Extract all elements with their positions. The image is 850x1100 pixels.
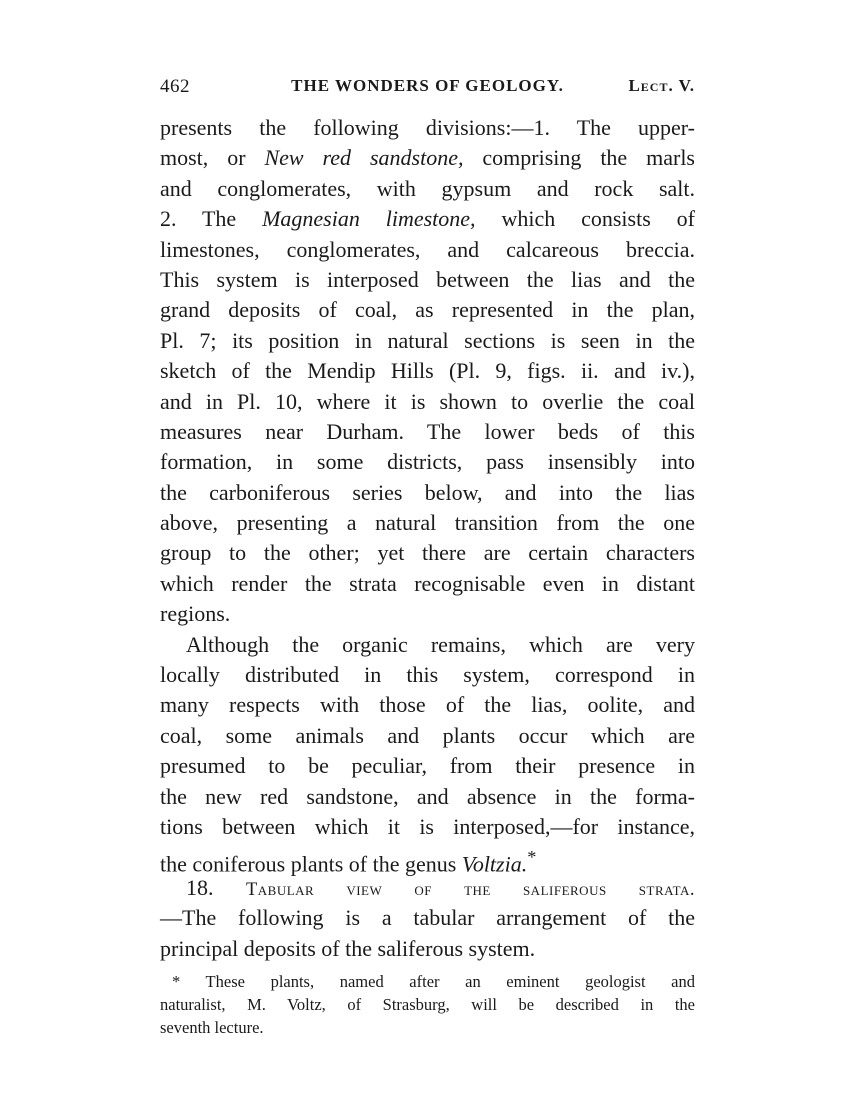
text-line: group to the other; yet there are certain characters: [160, 540, 695, 566]
text-line: Pl. 7; its position in natural sections is seen in the: [160, 327, 695, 353]
text-line: —The following is a tabular arrangement of the: [160, 905, 695, 931]
text-line: and conglomerates, with gypsum and rock salt.: [160, 175, 695, 201]
text-line: many respects with those of the lias, oolite, and: [160, 692, 695, 718]
text-line: formation, in some districts, pass insensibly into: [160, 449, 695, 475]
text-line: tions between which it is interposed,—for instance,: [160, 813, 695, 839]
section-heading: Tabular view of the saliferous strata.: [245, 879, 695, 900]
text-line: regions.: [160, 601, 231, 627]
running-title: THE WONDERS OF GEOLOGY.: [291, 76, 564, 95]
section-heading-line: 18. Tabular view of the saliferous strata.: [186, 874, 695, 900]
text-line: limestones, conglomerates, and calcareous breccia.: [160, 236, 695, 262]
body-text: [160, 113, 695, 964]
text-line: presents the following divisions:—1. The upper-: [160, 115, 695, 140]
italic-term: Magnesian limestone,: [262, 206, 476, 232]
italic-term: New red sandstone,: [264, 145, 464, 171]
text-line: 2. The Magnesian limestone, which consists of: [160, 206, 695, 232]
footnote-line: * These plants, named after an eminent geologist and: [172, 972, 695, 991]
text-line: above, presenting a natural transition from the one: [160, 510, 695, 536]
footnote-line: seventh lecture.: [160, 1018, 264, 1037]
text-line: locally distributed in this system, correspond in: [160, 662, 695, 688]
page-number: 462: [160, 76, 190, 97]
italic-term: Voltzia.: [461, 851, 528, 877]
text-line: coal, some animals and plants occur which are: [160, 722, 695, 748]
text-line: sketch of the Mendip Hills (Pl. 9, figs. ii. and iv.),: [160, 358, 695, 384]
text-line: the carboniferous series below, and into the lias: [160, 479, 695, 505]
text-line: grand deposits of coal, as represented in the plan,: [160, 297, 695, 323]
footnote-line: naturalist, M. Voltz, of Strasburg, will be described in the: [160, 995, 695, 1014]
text-line: This system is interposed between the lias and the: [160, 266, 695, 292]
text-line: which render the strata recognisable even in distant: [160, 570, 695, 596]
text-line: principal deposits of the saliferous system.: [160, 935, 536, 961]
text-line: presumed to be peculiar, from their presence in: [160, 753, 695, 779]
text-line: and in Pl. 10, where it is shown to overlie the coal: [160, 388, 695, 414]
text-line: measures near Durham. The lower beds of this: [160, 418, 695, 444]
footnote-marker: *: [527, 847, 537, 868]
text-line: Although the organic remains, which are very: [186, 631, 695, 657]
text-line: most, or New red sandstone, comprising the marls: [160, 145, 695, 171]
footnote: [160, 970, 695, 1039]
text-line: the new red sandstone, and absence in the forma-: [160, 783, 695, 809]
text-line: the coniferous plants of the genus Voltzia.*: [160, 847, 537, 877]
lecture-number: Lect. V.: [628, 76, 695, 95]
